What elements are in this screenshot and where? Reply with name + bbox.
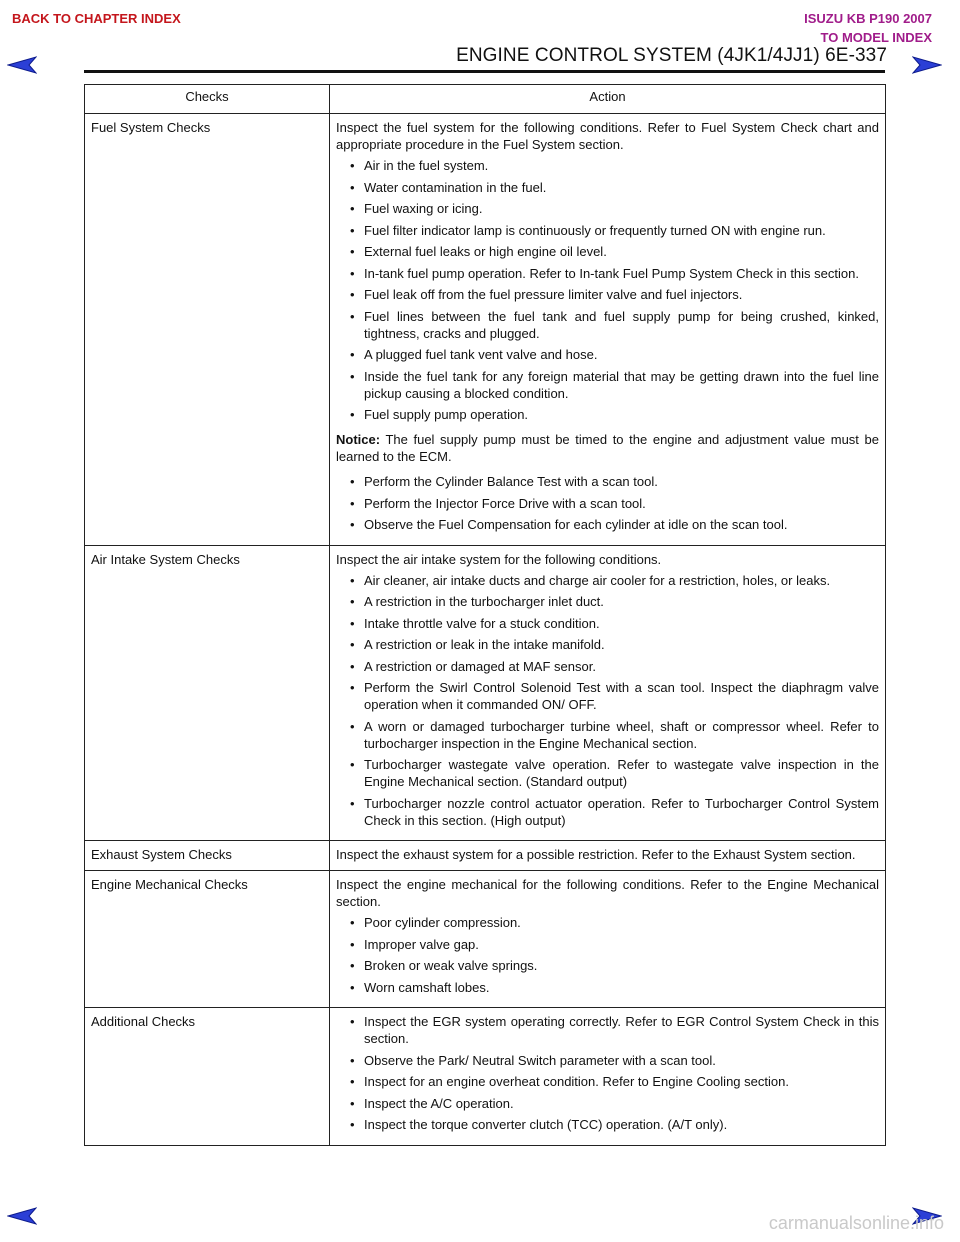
list-item: • Improper valve gap.: [336, 936, 879, 953]
page-header-title: ENGINE CONTROL SYSTEM (4JK1/4JJ1) 6E-337: [456, 45, 887, 66]
notice-paragraph: [336, 431, 879, 465]
list-item: • Perform the Swirl Control Solenoid Test with a scan tool. Inspect the diaphragm valve operation when it commanded ON/ OFF.: [336, 679, 879, 713]
list-item: • Air cleaner, air intake ducts and charge air cooler for a restriction, holes, or leaks.: [336, 572, 879, 589]
list-item: • Inspect for an engine overheat condition. Refer to Engine Cooling section.: [336, 1073, 879, 1090]
list-item: • Inspect the torque converter clutch (TCC) operation. (A/T only).: [336, 1116, 879, 1133]
list-item: • Fuel waxing or icing.: [336, 200, 879, 217]
check-name: Engine Mechanical Checks: [85, 871, 330, 1008]
column-header-action: Action: [330, 85, 886, 114]
list-item: • Turbocharger wastegate valve operation. Refer to wastegate valve inspection in the Engine Mechanical section. (Standard output): [336, 756, 879, 790]
list-item: • Fuel supply pump operation.: [336, 406, 879, 423]
list-item: • Worn camshaft lobes.: [336, 979, 879, 996]
list-item: • A restriction in the turbocharger inlet duct.: [336, 593, 879, 610]
action-bullet-list: [336, 572, 879, 829]
table-row-additional-checks: [85, 1008, 886, 1146]
action-bullet-list: [336, 157, 879, 423]
list-item: • Fuel leak off from the fuel pressure limiter valve and fuel injectors.: [336, 286, 879, 303]
action-cell: [330, 114, 886, 546]
previous-page-arrow-icon[interactable]: [7, 56, 37, 74]
model-title-link[interactable]: ISUZU KB P190 2007: [804, 11, 932, 26]
list-item: • Observe the Fuel Compensation for each cylinder at idle on the scan tool.: [336, 516, 879, 533]
action-cell: [330, 545, 886, 841]
action-intro: Inspect the exhaust system for a possible restriction. Refer to the Exhaust System section.: [336, 847, 856, 862]
action-cell: [330, 1008, 886, 1146]
notice-label: Notice:: [336, 432, 381, 447]
check-name: Additional Checks: [85, 1008, 330, 1146]
list-item: • A restriction or damaged at MAF sensor.: [336, 658, 879, 675]
notice-text: The fuel supply pump must be timed to the engine and adjustment value must be learned to the ECM.: [336, 432, 879, 464]
list-item: • A worn or damaged turbocharger turbine wheel, shaft or compressor wheel. Refer to turbocharger inspection in the Engine Mechanical section.: [336, 718, 879, 752]
list-item: • External fuel leaks or high engine oil level.: [336, 243, 879, 260]
list-item: • Inspect the EGR system operating correctly. Refer to EGR Control System Check in this section.: [336, 1013, 879, 1047]
action-cell: [330, 841, 886, 871]
back-to-chapter-index-link[interactable]: BACK TO CHAPTER INDEX: [12, 11, 181, 26]
list-item: • Inspect the A/C operation.: [336, 1095, 879, 1112]
check-name: Exhaust System Checks: [85, 841, 330, 871]
list-item: • Perform the Injector Force Drive with a scan tool.: [336, 495, 879, 512]
checks-table: [84, 84, 886, 1146]
list-item: • Inside the fuel tank for any foreign material that may be getting drawn into the fuel line pickup causing a blocked condition.: [336, 368, 879, 402]
column-header-checks: Checks: [85, 85, 330, 114]
table-row-fuel-system: [85, 114, 886, 546]
list-item: • Water contamination in the fuel.: [336, 179, 879, 196]
list-item: • Poor cylinder compression.: [336, 914, 879, 931]
table-header-row: [85, 85, 886, 114]
action-bullet-list: [336, 914, 879, 996]
table-row-exhaust-system: [85, 841, 886, 871]
list-item: • Turbocharger nozzle control actuator operation. Refer to Turbocharger Control System Check in this section. (High output): [336, 795, 879, 829]
header-rule: [84, 70, 885, 73]
list-item: • Observe the Park/ Neutral Switch parameter with a scan tool.: [336, 1052, 879, 1069]
list-item: • Fuel lines between the fuel tank and fuel supply pump for being crushed, kinked, tightness, cracks and plugged.: [336, 308, 879, 342]
list-item: • A restriction or leak in the intake manifold.: [336, 636, 879, 653]
check-name: Air Intake System Checks: [85, 545, 330, 841]
action-intro: Inspect the air intake system for the following conditions.: [336, 551, 662, 567]
list-item: • Fuel filter indicator lamp is continuously or frequently turned ON with engine run.: [336, 222, 879, 239]
action-intro: Inspect the engine mechanical for the following conditions. Refer to the Engine Mechanical section.: [336, 877, 879, 909]
table-row-air-intake-system: [85, 545, 886, 841]
next-page-arrow-icon[interactable]: [912, 56, 942, 74]
list-item: • A plugged fuel tank vent valve and hose.: [336, 346, 879, 363]
to-model-index-link[interactable]: TO MODEL INDEX: [820, 30, 932, 45]
action-bullet-list: [336, 1013, 879, 1133]
action-cell: [330, 871, 886, 1008]
list-item: • Perform the Cylinder Balance Test with a scan tool.: [336, 473, 879, 490]
list-item: • Broken or weak valve springs.: [336, 957, 879, 974]
list-item: • Intake throttle valve for a stuck condition.: [336, 615, 879, 632]
action-intro: Inspect the fuel system for the following conditions. Refer to Fuel System Check chart and appropriate procedure in the Fuel System section.: [336, 120, 879, 152]
watermark: carmanualsonline.info: [768, 1213, 944, 1233]
list-item: • Air in the fuel system.: [336, 157, 879, 174]
list-item: • In-tank fuel pump operation. Refer to In-tank Fuel Pump System Check in this section.: [336, 265, 879, 282]
action-bullet-list: [336, 473, 879, 533]
table-row-engine-mechanical: [85, 871, 886, 1008]
check-name: Fuel System Checks: [85, 114, 330, 546]
previous-page-arrow-icon[interactable]: [7, 1207, 37, 1225]
